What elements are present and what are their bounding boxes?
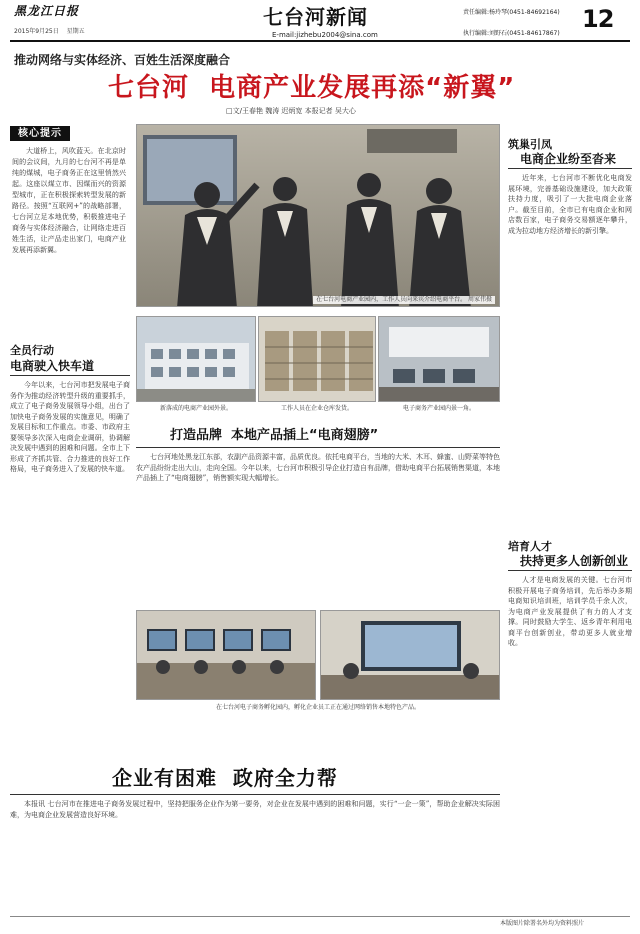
photo-park-exterior-image — [137, 317, 256, 402]
footer-rule — [10, 916, 630, 917]
exec-editor-name: 刘野石(0451-84617867) — [489, 30, 560, 37]
sidebar-body: 大道桥上，风吹蓝天。在北京时间的会议间，九月的七台河不再是单纯的煤城，电子商务正在这里悄然兴起。这座以煤立市、因煤而兴的资源型城市，正在积极探索转型发展的新路径。按照“互联网+”的战略部署，七台河立足本地优势，积极推进电子商务与实体经济融合，让网络走进百姓生活，让产品走出家门，电商产业发展再添新翼。 — [12, 147, 126, 254]
paper-logo: 黑龙江日报 — [14, 4, 80, 18]
weekday-text: 星期五 — [66, 28, 85, 35]
photo-caption-1: 新落成的电商产业园外景。 — [159, 405, 232, 412]
bottom-photo-left — [136, 610, 316, 700]
sidebar-title: 核心提示 — [10, 126, 70, 141]
section2-body: 七台河地处黑龙江东部，农副产品资源丰富，品质优良。依托电商平台，当地的大米、木耳、蜂蜜、山野菜等特色农产品纷纷走出大山，走向全国。今年以来，七台河市积极引导企业打造自有品牌，借助电商平台拓展销售渠道，本地产品插上了“电商翅膀”，销售额实现大幅增长。 — [136, 453, 500, 482]
photo-warehouse-image — [259, 317, 376, 402]
masthead-rule — [10, 40, 630, 42]
section3-title-big: 电商企业纷至沓来 — [520, 152, 617, 166]
headline-title: 七台河 电商产业发展再添“新翼” — [108, 73, 516, 103]
section1-rule — [10, 375, 130, 376]
section2-rule — [136, 447, 500, 448]
section1-title-small: 全员行动 — [10, 344, 54, 357]
photo-caption-3: 电子商务产业园内景一角。 — [402, 405, 475, 412]
date-text: 2015年9月25日 — [14, 28, 59, 35]
exec-editor-line — [463, 29, 560, 38]
photo-park-interior-image — [379, 317, 500, 402]
section5-title: 企业有困难 政府全力帮 — [112, 766, 338, 790]
section3-title-small: 筑巢引凤 — [508, 138, 552, 151]
editor-info — [463, 8, 560, 38]
exec-editor-label: 执行编辑: — [463, 30, 490, 37]
section5-body: 本报讯 七台河市在推进电子商务发展过程中，坚持把服务企业作为第一要务，对企业在发展中遇到的困难和问题，实行“一企一策”，帮助企业解决实际困难，为电商企业发展营造良好环境。 — [10, 800, 500, 819]
section2-title: 打造品牌 本地产品插上“电商翅膀” — [170, 428, 379, 443]
section4-title-big: 扶持更多人创新创业 — [520, 554, 629, 568]
section1-title-big: 电商驶入快车道 — [10, 359, 95, 373]
editor-name: 杨玲琴(0451-84692164) — [489, 9, 560, 16]
photo-park-interior — [378, 316, 500, 402]
section1-body: 今年以来，七台河市把发展电子商务作为推动经济转型升级的重要抓手，成立了电子商务发展领导小组，出台了加快电子商务发展的实施意见，明确了发展目标和工作重点。市委、市政府主要领导多次深入电商企业调研，协调解决发展中遇到的困难和问题。全市上下形成了齐抓共管、合力推进的良好工作格局，电子商务进入了发展的快车道。 — [10, 381, 130, 473]
footer-note: 本版图片除署名外均为资料照片 — [500, 920, 585, 927]
masthead — [0, 0, 640, 44]
email-text: E-mail:jizhebu2004@sina.com — [272, 31, 378, 39]
page-number: 12 — [582, 5, 614, 33]
sidebar-box — [8, 126, 128, 336]
photo-caption-2: 工作人员在企业仓库发货。 — [280, 405, 353, 412]
photo-row — [136, 316, 500, 416]
section5-rule — [10, 794, 500, 795]
photo-park-exterior — [136, 316, 256, 402]
main-photo — [136, 124, 500, 307]
headline-kicker: 推动网络与实体经济、百姓生活深度融合 — [14, 53, 231, 67]
bottom-photos-caption: 在七台河电子商务孵化园内，孵化企业员工正在通过网络销售本地特色产品。 — [215, 704, 420, 711]
headline-byline: □文/王春艳 魏涛 迟炳宽 本报记者 吴大心 — [226, 107, 356, 115]
editor-line — [463, 8, 560, 17]
section-title: 七台河新闻 — [263, 5, 368, 29]
section4-body: 人才是电商发展的关键。七台河市积极开展电子商务培训，先后举办多期电商知识培训班，培训学员千余人次，为电商产业发展提供了有力的人才支撑。同时鼓励大学生、返乡青年利用电商平台创新创业，带动更多人就业增收。 — [508, 576, 632, 647]
editor-label: 责任编辑: — [463, 9, 490, 16]
section4-title-small: 培育人才 — [508, 540, 552, 553]
bottom-photo-right — [320, 610, 500, 700]
main-photo-caption: 在七台河电商产业园内，工作人员向来宾介绍电商平台。 周家伟摄 — [313, 296, 495, 304]
section4-rule — [508, 570, 632, 571]
bottom-photos — [136, 610, 500, 714]
bottom-photo-right-image — [321, 611, 500, 700]
section3-rule — [508, 168, 632, 169]
issue-date — [14, 26, 85, 37]
bottom-photo-left-image — [137, 611, 316, 700]
photo-warehouse — [258, 316, 376, 402]
main-photo-image — [137, 125, 500, 307]
section3-body: 近年来，七台河市不断优化电商发展环境，完善基础设施建设，加大政策扶持力度，吸引了一大批电商企业落户。截至目前，全市已有电商企业和网店数百家，电子商务交易额逐年攀升，成为拉动地方经济增长的新引擎。 — [508, 174, 632, 235]
